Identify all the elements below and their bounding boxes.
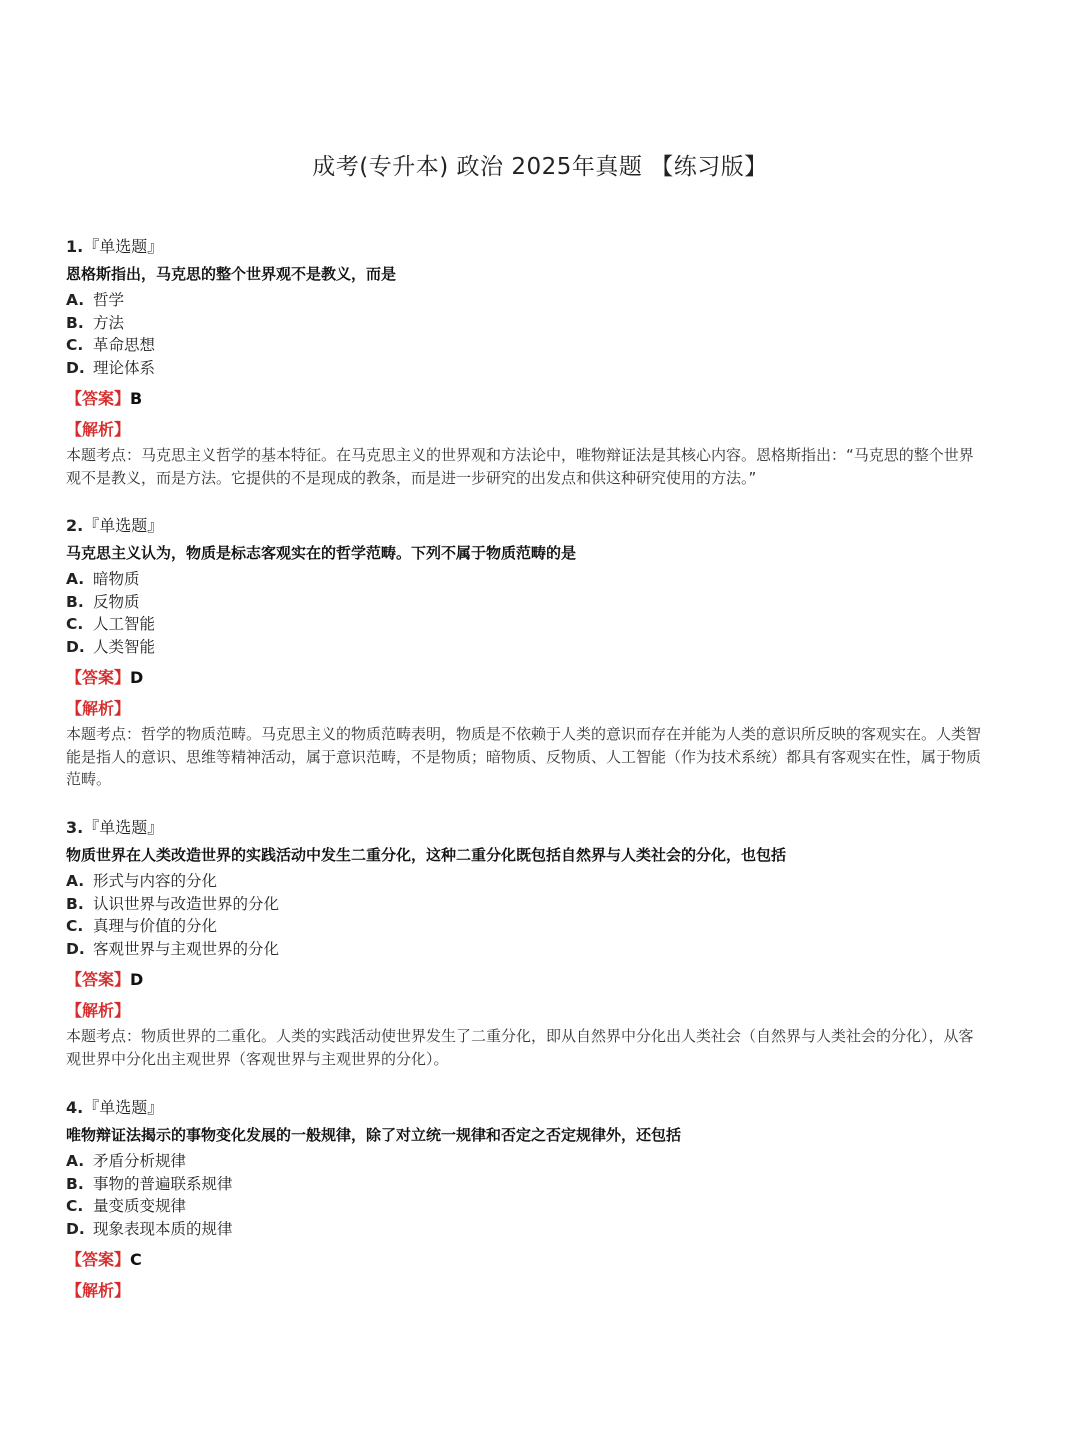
option-letter: A. [66,1152,85,1170]
question-4 [66,1097,981,1305]
answer-label: 【答案】 [66,1250,131,1269]
option-text: 暗物质 [93,570,140,588]
option-c [66,613,981,636]
option-a [66,289,981,312]
answer-value: D [130,668,144,687]
question-3 [66,817,981,1070]
option-letter: C. [66,1197,84,1215]
option-letter: D. [66,1219,85,1238]
option-b [66,312,981,335]
option-c [66,915,981,938]
explanation-text: 本题考点：哲学的物质范畴。马克思主义的物质范畴表明，物质是不依赖于人类的意识而存在并能为人类的意识所反映的客观实在。人类智能是指人的意识、思维等精神活动，属于意识范畴，不是物质；暗物质、反物质、人工智能（作为技术系统）都具有客观实在性，属于物质范畴。 [66,725,982,788]
option-text: 认识世界与改造世界的分化 [93,894,280,913]
option-letter: B. [66,313,84,332]
answer-line [66,969,981,991]
option-letter: D. [66,358,85,377]
option-letter: A. [66,291,85,309]
option-letter: C. [66,615,84,633]
option-d [66,636,981,659]
option-text: 人工智能 [93,615,156,633]
option-letter: C. [66,336,84,354]
option-letter: B. [66,1174,84,1193]
explanation-text: 本题考点：马克思主义哲学的基本特征。在马克思主义的世界观和方法论中，唯物辩证法是其核心内容。恩格斯指出：“马克思的整个世界观不是教义，而是方法。它提供的不是现成的教条，而是进一步研究的出发点和供这种研究使用的方法。” [66,446,974,487]
option-b [66,591,981,614]
option-letter: B. [66,592,84,611]
option-d [66,938,981,961]
option-text: 客观世界与主观世界的分化 [93,939,280,958]
question-header [66,515,981,537]
answer-line [66,667,981,689]
question-header [66,1097,981,1119]
answer-line [66,388,981,410]
option-c [66,334,981,357]
explanation-label: 【解析】 [66,420,131,439]
question-type: 『单选题』 [83,818,164,837]
question-stem: 唯物辩证法揭示的事物变化发展的一般规律，除了对立统一规律和否定之否定规律外，还包括 [66,1126,682,1144]
option-text: 量变质变规律 [93,1197,187,1215]
option-text: 理论体系 [93,358,156,377]
option-text: 矛盾分析规律 [93,1152,187,1170]
option-letter: D. [66,939,85,958]
option-letter: B. [66,894,84,913]
explanation-label: 【解析】 [66,1281,131,1300]
option-letter: A. [66,570,85,588]
option-text: 事物的普遍联系规律 [93,1174,233,1193]
answer-value: C [130,1250,142,1269]
option-letter: C. [66,917,84,935]
question-number: 3. [66,818,84,837]
answer-label: 【答案】 [66,970,131,989]
option-b [66,893,981,916]
option-letter: A. [66,872,85,890]
question-number: 4. [66,1098,84,1117]
option-text: 哲学 [93,291,125,309]
explanation-text: 本题考点：物质世界的二重化。人类的实践活动使世界发生了二重分化，即从自然界中分化出人类社会（自然界与人类社会的分化），从客观世界中分化出主观世界（客观世界与主观世界的分化）。 [66,1027,974,1068]
question-type: 『单选题』 [83,237,164,256]
question-number: 2. [66,516,84,535]
page-title: 成考(专升本) 政治 2025年真题 【练习版】 [312,154,768,180]
option-text: 人类智能 [93,637,156,656]
explanation-label: 【解析】 [66,1001,131,1020]
option-text: 形式与内容的分化 [93,872,218,890]
option-c [66,1195,981,1218]
question-header [66,236,981,258]
answer-label: 【答案】 [66,668,131,687]
option-text: 反物质 [93,592,140,611]
question-number: 1. [66,237,84,256]
answer-line [66,1249,981,1271]
option-letter: D. [66,637,85,656]
answer-value: D [130,970,144,989]
question-stem: 马克思主义认为，物质是标志客观实在的哲学范畴。下列不属于物质范畴的是 [66,544,577,562]
option-text: 方法 [93,313,125,332]
option-text: 现象表现本质的规律 [93,1219,233,1238]
question-type: 『单选题』 [83,516,164,535]
option-text: 革命思想 [93,336,156,354]
question-header [66,817,981,839]
question-type: 『单选题』 [83,1098,164,1117]
question-1 [66,236,981,489]
option-a [66,870,981,893]
option-d [66,1218,981,1241]
explanation-label: 【解析】 [66,699,131,718]
option-b [66,1173,981,1196]
question-2 [66,515,981,791]
option-a [66,568,981,591]
question-stem: 物质世界在人类改造世界的实践活动中发生二重分化，这种二重分化既包括自然界与人类社会的分化，也包括 [66,846,787,864]
option-d [66,357,981,380]
question-stem: 恩格斯指出，马克思的整个世界观不是教义，而是 [66,265,397,283]
answer-label: 【答案】 [66,389,131,408]
option-text: 真理与价值的分化 [93,917,218,935]
option-a [66,1150,981,1173]
answer-value: B [130,389,143,408]
